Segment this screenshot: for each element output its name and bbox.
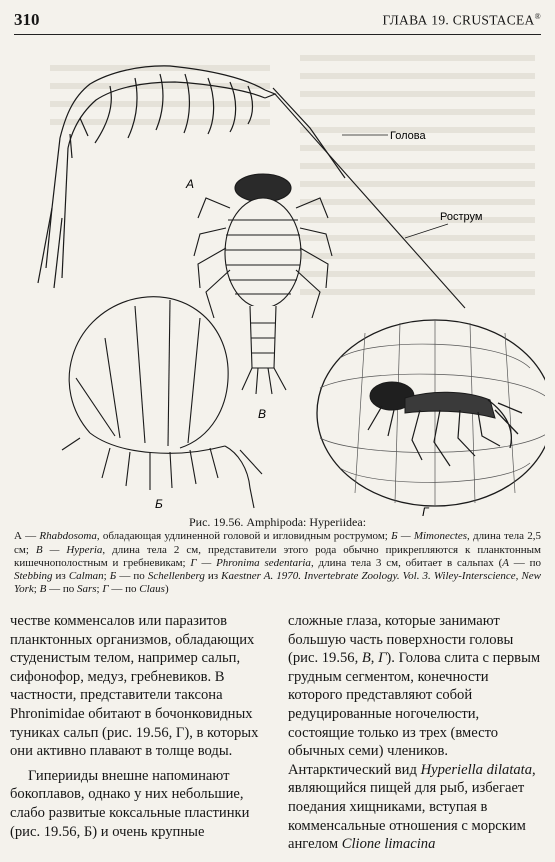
caption-segment: Kaestner A. 1970. Invertebrate Zoology. Vol. 3. Wiley-Interscience, New York bbox=[14, 570, 542, 596]
caption-segment: — по bbox=[116, 570, 148, 583]
caption-segment: Stebbing bbox=[14, 570, 53, 583]
phronima-drawing bbox=[317, 320, 545, 506]
caption-segment: , длина тела 3 см, обитает в сальпах ( bbox=[310, 556, 503, 569]
caption-title: Рис. 19.56. Amphipoda: Hyperiidea: bbox=[188, 515, 367, 529]
caption-segment: ; bbox=[96, 583, 103, 596]
caption-segment: В — Hyperia bbox=[35, 543, 103, 556]
caption-segment: А bbox=[502, 556, 509, 569]
right-column-segment: Clione limacina bbox=[341, 836, 436, 853]
right-column-segment: ). Голова слита с первым грудным сегментом, конечности которого представляют собой редуцированные ногочелюсти, состоящие только из трех (вместо обычных семи) члеников. Антарктический вид bbox=[288, 650, 541, 778]
caption-segment: , длина тела 2 см, представители этого рода обычно прикрепляются к планктонным кишечнополостным и гребневикам; bbox=[14, 543, 541, 569]
header-rule bbox=[14, 34, 541, 35]
caption-segment: Calman bbox=[68, 570, 104, 583]
caption-segment: из bbox=[204, 570, 222, 583]
right-column-segment: , bbox=[370, 650, 379, 667]
right-column-segment: , являющийся пищей для рыб, избегает поедания хищниками, вступая в комменсальные отношения с морским ангелом bbox=[288, 761, 536, 853]
label-rostrum: Рострум bbox=[440, 211, 483, 223]
right-column-segment: Г bbox=[378, 650, 387, 667]
figure-amphipoda bbox=[10, 38, 545, 516]
right-column-segment: В bbox=[361, 650, 371, 667]
page-number: 310 bbox=[14, 10, 40, 29]
label-head: Голова bbox=[390, 130, 426, 142]
caption-segment: — по bbox=[508, 556, 541, 569]
running-head bbox=[383, 12, 542, 29]
caption-segment: Schellenberg bbox=[147, 570, 205, 583]
label-v: В bbox=[258, 407, 267, 421]
caption-segment: Б bbox=[109, 570, 117, 583]
hyperia-drawing bbox=[194, 174, 332, 394]
caption-segment: из bbox=[52, 570, 69, 583]
right-column-segment: Hyperiella dilatata bbox=[420, 761, 533, 778]
caption-segment: , длина тела 2,5 см; bbox=[14, 530, 541, 556]
caption-segment: — по bbox=[108, 583, 140, 596]
right-column bbox=[288, 612, 546, 854]
caption-segment: Г — Phronima sedentaria bbox=[190, 556, 311, 569]
caption-segment: ) bbox=[164, 583, 169, 596]
label-a: А bbox=[186, 177, 195, 191]
caption-segment: ; bbox=[33, 583, 40, 596]
caption-segment: Claus bbox=[139, 583, 165, 596]
right-column-segment: сложные глаза, которые занимают большую часть поверхности головы (рис. 19.56, bbox=[288, 613, 514, 667]
caption-segment: ; bbox=[103, 570, 110, 583]
label-g: Г bbox=[422, 505, 429, 516]
caption-segment: — по bbox=[46, 583, 77, 596]
page-header bbox=[14, 10, 541, 32]
caption-segment: В bbox=[39, 583, 47, 596]
running-head-text: ГЛАВА 19. CRUSTACEA bbox=[382, 12, 535, 28]
left-paragraph-1: честве комменсалов или паразитов планктонных организмов, обладающих студенистым телом, например сальп, сифонофор, медуз, гребневиков. В частности, представители таксона Phronimidae обитают в бочонковидных туниках сальп (рис. 19.56, Г), в которых они активно плавают в толще воды. bbox=[10, 613, 259, 760]
caption-segment: А — bbox=[14, 530, 40, 543]
caption-segment: , обладающая удлиненной головой и игловидным рострумом; bbox=[96, 530, 392, 543]
caption-segment: Б — Mimonectes bbox=[391, 530, 467, 543]
caption-body bbox=[14, 530, 541, 596]
left-paragraph-2: Гиперииды внешне напоминают бокоплавов, однако у них небольшие, слабо развитые коксальные пластинки (рис. 19.56, Б) и очень крупные bbox=[10, 767, 250, 840]
left-column bbox=[10, 612, 268, 841]
running-head-mark: ® bbox=[534, 12, 541, 21]
label-b: Б bbox=[155, 497, 163, 511]
caption-segment: Rhabdosoma bbox=[39, 530, 97, 543]
caption-segment: Г bbox=[102, 583, 109, 596]
figure-caption bbox=[14, 516, 541, 597]
caption-segment: Sars bbox=[76, 583, 97, 596]
right-paragraph bbox=[288, 612, 546, 854]
mimonectes-drawing bbox=[62, 297, 262, 508]
